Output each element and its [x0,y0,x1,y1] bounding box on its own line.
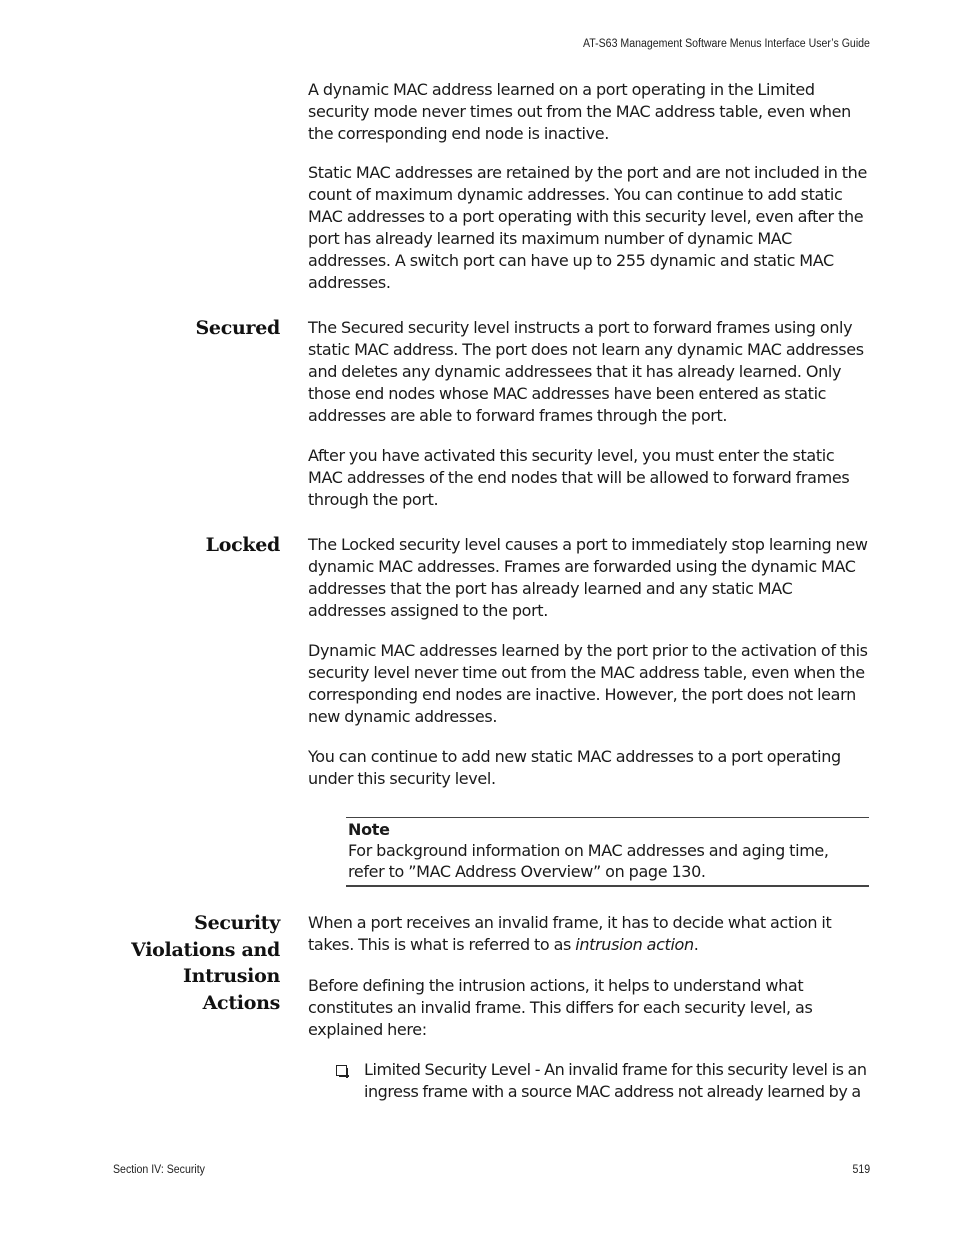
running-footer-section: Section IV: Security [113,1164,205,1176]
emphasized-term: intrusion action [575,935,694,954]
locked-paragraph-2 [308,640,868,728]
intro-paragraph-1 [308,79,868,145]
locked-paragraph-1 [308,534,868,622]
section-heading-violations [131,910,280,1016]
paragraph-text: Before defining the intrusion actions, it helps to understand what constitutes an invalid frame. This differs for each security level, as explained here: [308,976,813,1039]
heading-line: Intrusion [182,965,280,987]
violations-paragraph-2 [308,975,868,1041]
checkbox-bullet-icon [336,1065,347,1076]
bullet-item [336,1059,871,1103]
paragraph-text: The Secured security level instructs a port to forward frames using only static MAC address. The port does not learn any dynamic MAC addresses and deletes any dynamic addressees that it has already learned. Only those end nodes whose MAC addresses have been entered as static addresses are able to forward frames through the port. [308,318,864,425]
violations-paragraph-1 [308,912,868,956]
section-heading-locked: Locked [205,534,280,556]
heading-line: Violations and [131,938,280,961]
secured-paragraph-2 [308,445,868,511]
note-box [346,817,869,887]
paragraph-text: The Locked security level causes a port to immediately stop learning new dynamic MAC addresses. Frames are forwarded using the dynamic MAC addresses that the port has already learned and any static MAC addresses assigned to the port. [308,535,868,620]
paragraph-text: Static MAC addresses are retained by the port and are not included in the count of maximum dynamic addresses. You can continue to add static MAC addresses to a port operating with this security level, even after the port has already learned its maximum number of dynamic MAC addresses. A switch port can have up to 255 dynamic and static MAC addresses. [308,163,867,292]
paragraph-text: Dynamic MAC addresses learned by the port prior to the activation of this security level never time out from the MAC address table, even when the corresponding end nodes are inactive. However, the port does not learn new dynamic addresses. [308,641,868,726]
heading-line: Security [194,912,280,934]
bullet-text: Limited Security Level - An invalid frame for this security level is an ingress frame with a source MAC address not already learned by a [364,1060,867,1101]
heading-line: Actions [202,991,280,1014]
paragraph-text-end: . [693,935,699,954]
running-header: AT-S63 Management Software Menus Interface User’s Guide [583,38,870,50]
secured-paragraph-1 [308,317,868,427]
page-number: 519 [852,1164,870,1176]
note-label: Note [348,820,390,839]
paragraph-text [308,912,868,956]
paragraph-text: After you have activated this security level, you must enter the static MAC addresses of the end nodes that will be allowed to forward frames through the port. [308,446,850,509]
section-heading-secured: Secured [195,317,280,339]
intro-paragraph-2 [308,162,868,294]
note-text: For background information on MAC addresses and aging time, refer to ”MAC Address Overview” on page 130. [348,841,829,881]
paragraph-text: A dynamic MAC address learned on a port operating in the Limited security mode never times out from the MAC address table, even when the corresponding end node is inactive. [308,80,851,143]
paragraph-text: You can continue to add new static MAC addresses to a port operating under this security level. [308,747,841,788]
paragraph-text-start: When a port receives an invalid frame, it has to decide what action it takes. This is what is referred to as [308,913,832,954]
locked-paragraph-3 [308,746,868,790]
